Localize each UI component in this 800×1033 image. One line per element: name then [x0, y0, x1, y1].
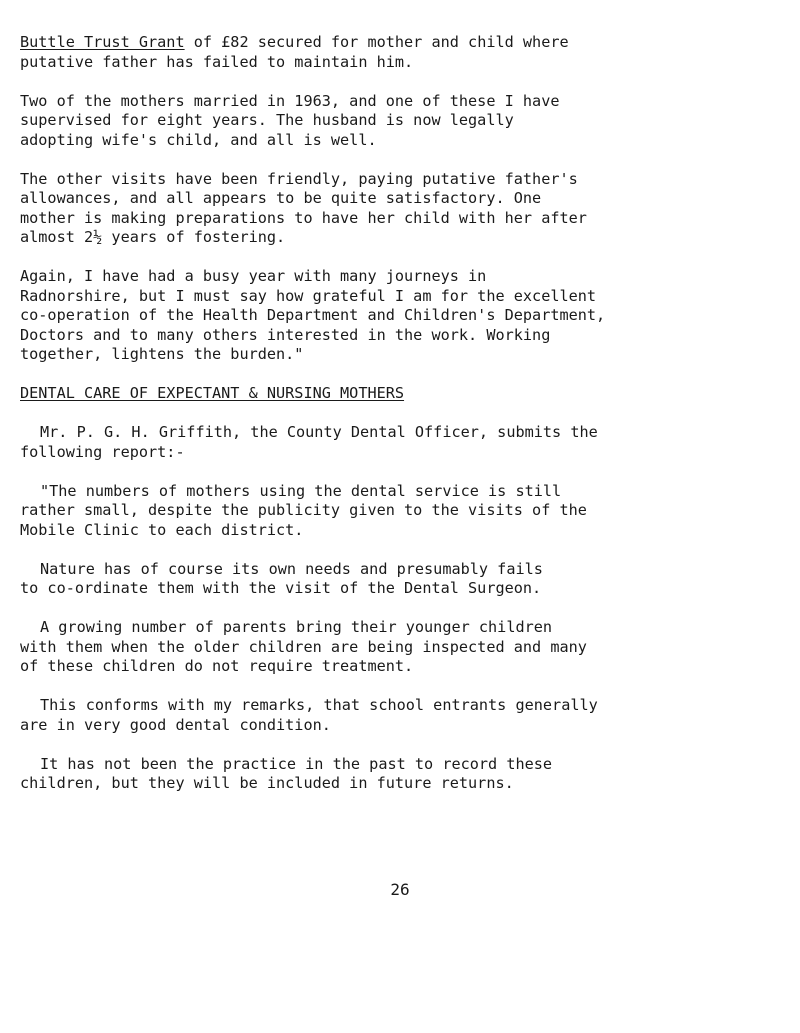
page-number: 26 — [390, 880, 410, 899]
paragraph-busy-year: Again, I have had a busy year with many journeys in Radnorshire, but I must say how grateful I am for the excellent co-operation of the Health Department and Children's Department, Doctors and to many others interested in the work. Working together, lightens the burden." — [20, 267, 606, 363]
section-heading-dental-care: DENTAL CARE OF EXPECTANT & NURSING MOTHERS — [20, 384, 405, 402]
paragraph-nature: Nature has of course its own needs and presumably fails to co-ordinate them with the visit of the Dental Surgeon. — [20, 559, 543, 597]
paragraph-growing-number: A growing number of parents bring their younger children with them when the older children are being inspected and many of these children do not require treatment. — [20, 618, 587, 675]
paragraph-conforms: This conforms with my remarks, that school entrants generally are in very good dental condition. — [20, 696, 598, 734]
paragraph-dental-numbers: "The numbers of mothers using the dental service is still rather small, despite the publicity given to the visits of the Mobile Clinic to each district. — [20, 481, 587, 539]
paragraph-griffith-intro: Mr. P. G. H. Griffith, the County Dental Officer, submits the following report:- — [20, 423, 598, 461]
paragraph-marriages: Two of the mothers married in 1963, and one of these I have supervised for eight years. The husband is now legally adopting wife's child, and all is well. — [20, 91, 560, 149]
paragraph-other-visits: The other visits have been friendly, paying putative father's allowances, and all appears to be quite satisfactory. One mother is making preparations to have her child with her after almost 2½ years of fostering. — [20, 169, 587, 246]
document-page — [20, 33, 790, 813]
paragraph-future-returns: It has not been the practice in the past to record these children, but they will be included in future returns. — [20, 754, 553, 792]
buttle-trust-grant-link-text: Buttle Trust Grant — [20, 33, 185, 51]
intro-rest-text: of £82 secured for mother and child where putative father has failed to maintain him. — [20, 33, 569, 71]
intro-paragraph — [20, 33, 790, 72]
